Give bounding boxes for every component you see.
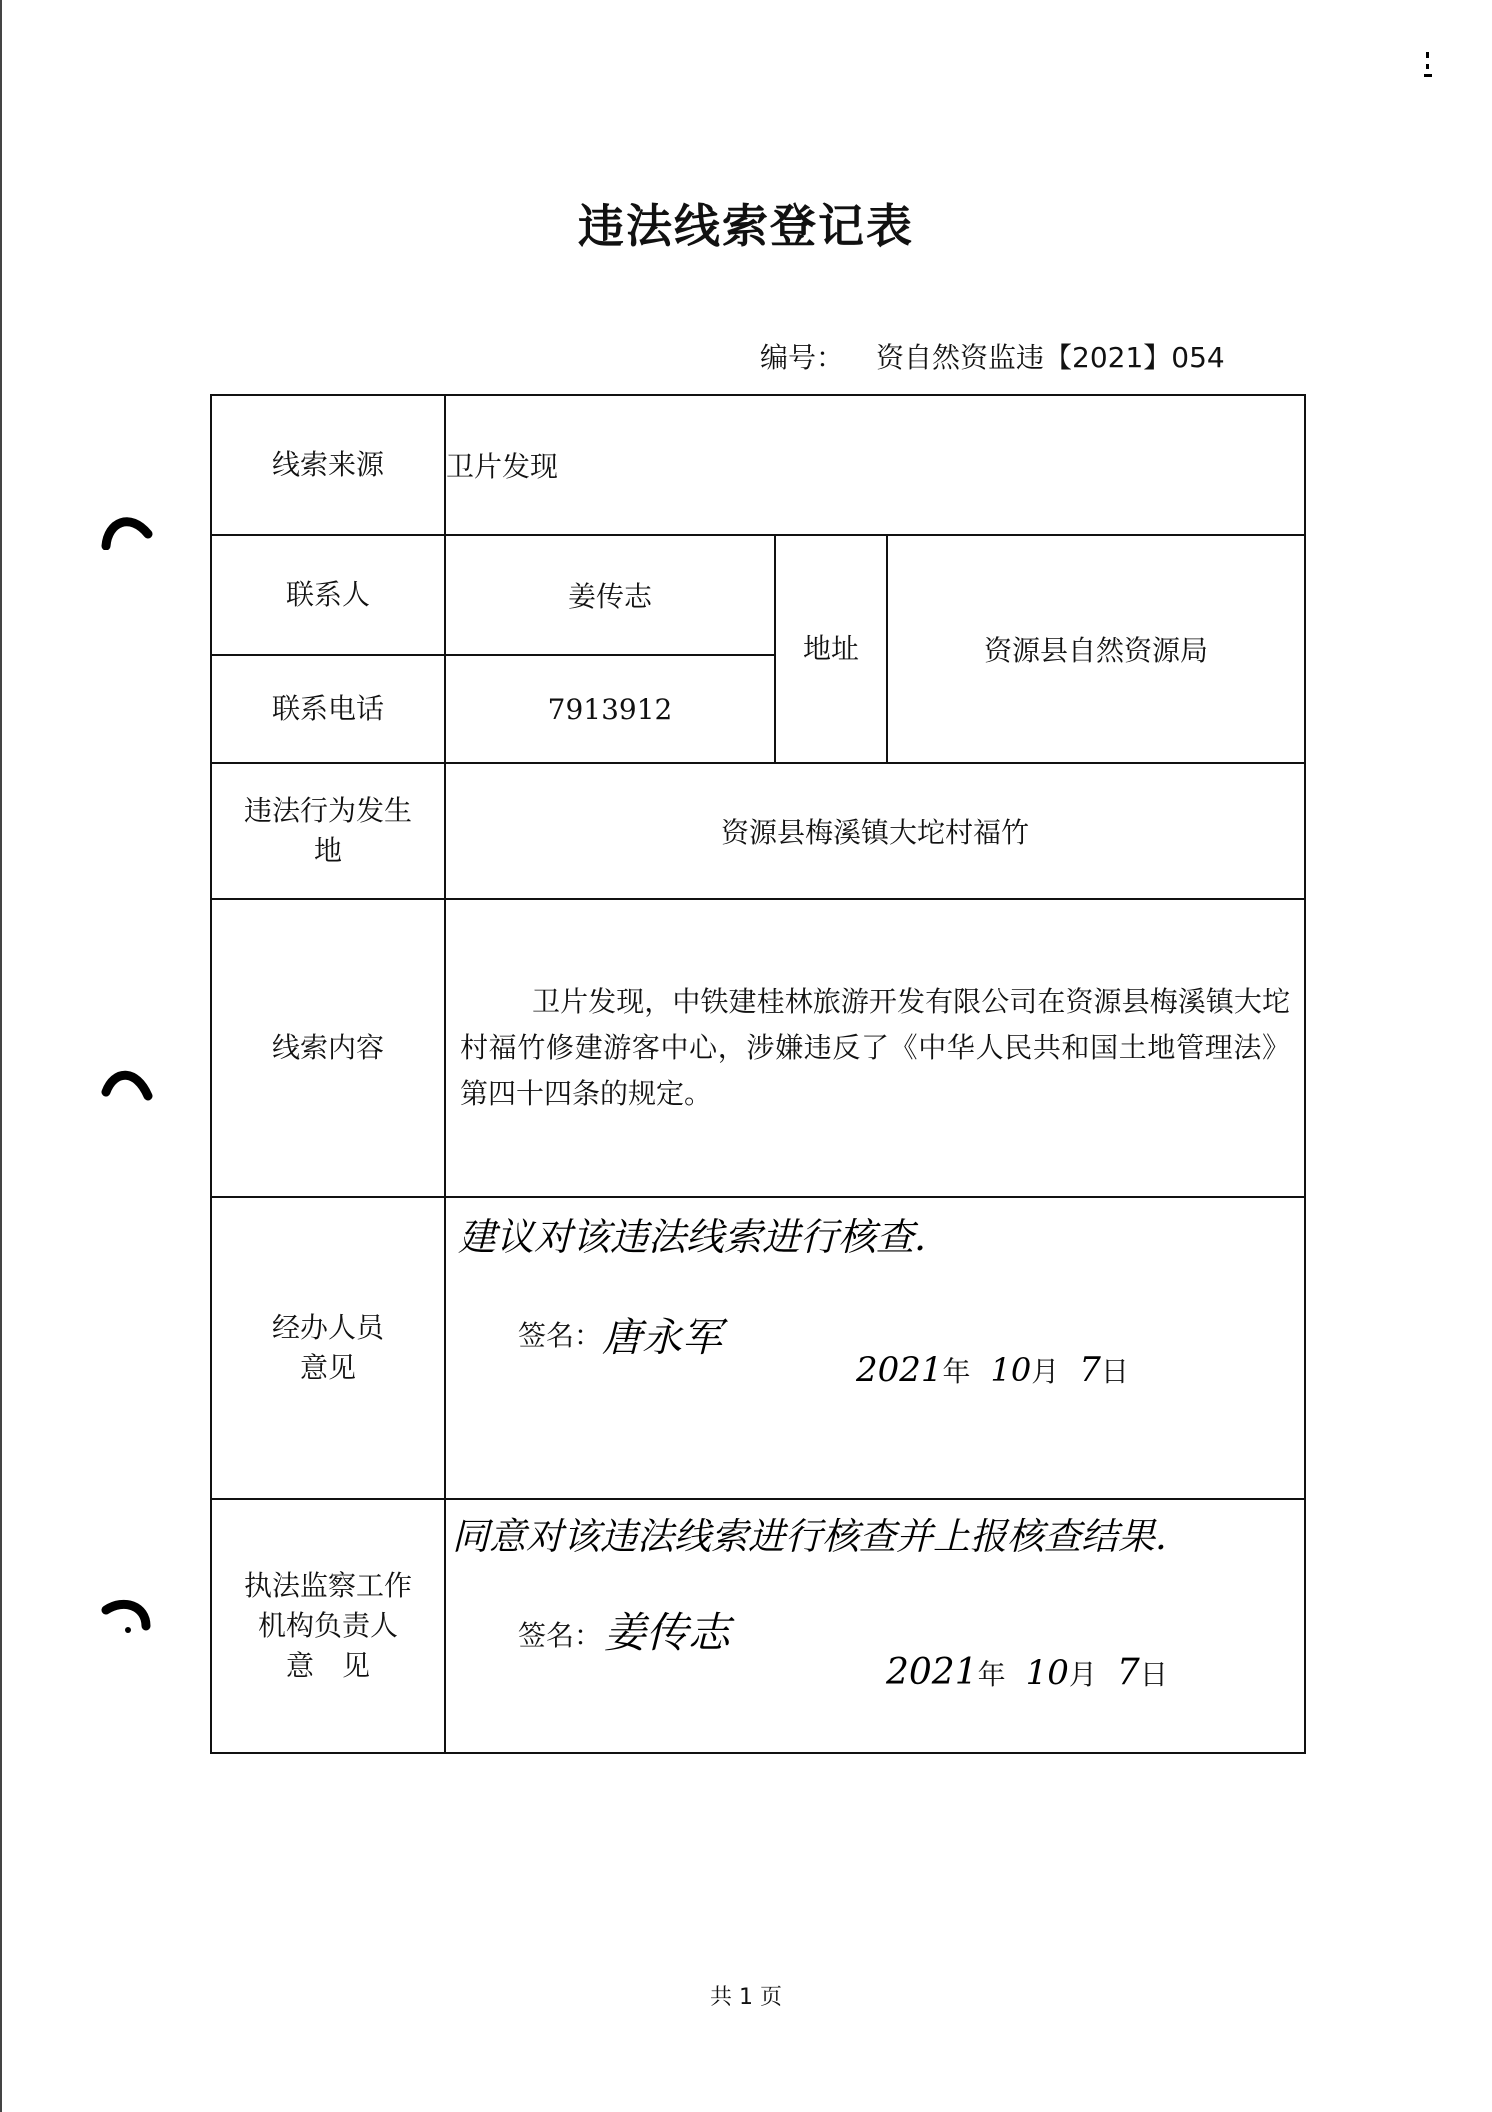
supervisor-signature: 姜传志 [604, 1608, 731, 1657]
supervisor-date-year-char: 年 [977, 1658, 1006, 1691]
handler-date [856, 1350, 1129, 1390]
handler-signature: 唐永军 [602, 1315, 722, 1361]
handler-opinion-cell [445, 1197, 1305, 1499]
clue-registration-table [210, 394, 1306, 1754]
supervisor-opinion-handwritten: 同意对该违法线索进行核查并上报核查结果. [452, 1515, 1167, 1558]
supervisor-date-day-char: 日 [1139, 1658, 1168, 1691]
supervisor-date-day: 7 [1116, 1652, 1140, 1693]
supervisor-opinion-cell [445, 1499, 1305, 1753]
row-contact [211, 535, 1305, 655]
phone-label: 联系电话 [211, 655, 445, 763]
serial-value: 资自然资监违【2021】054 [876, 341, 1225, 374]
source-value: 卫片发现 [445, 395, 1305, 535]
handler-date-year-char: 年 [942, 1355, 971, 1388]
location-label [211, 763, 445, 899]
handler-opinion-label [211, 1197, 445, 1499]
handler-label-line1: 经办人员 [271, 1311, 384, 1344]
address-label: 地址 [775, 535, 887, 763]
row-location [211, 763, 1305, 899]
binder-hole-icon [100, 1596, 154, 1636]
content-cell [445, 899, 1305, 1197]
row-handler-opinion [211, 1197, 1305, 1499]
handler-label-line2: 意见 [299, 1351, 356, 1384]
supervisor-date-month-char: 月 [1068, 1658, 1097, 1691]
handler-date-year: 2021 [856, 1350, 943, 1390]
handler-sign-label: 签名： [518, 1319, 603, 1352]
supervisor-opinion-label [211, 1499, 445, 1753]
scan-edge [0, 0, 2, 2112]
handler-date-month-char: 月 [1031, 1355, 1060, 1388]
handler-opinion-handwritten: 建议对该违法线索进行核查. [458, 1215, 927, 1259]
location-label-line1: 违法行为发生 [243, 794, 412, 827]
binder-hole-icon [100, 510, 154, 550]
supervisor-date [886, 1652, 1168, 1693]
supervisor-date-year: 2021 [886, 1652, 978, 1693]
supervisor-sign-label: 签名： [518, 1619, 603, 1652]
supervisor-date-month: 10 [1025, 1653, 1069, 1693]
handler-date-month: 10 [990, 1351, 1032, 1389]
content-label: 线索内容 [211, 899, 445, 1197]
binder-hole-icon [100, 1062, 154, 1102]
content-value: 卫片发现，中铁建桂林旅游开发有限公司在资源县梅溪镇大坨村福竹修建游客中心，涉嫌违反了《中华人民共和国土地管理法》第四十四条的规定。 [460, 985, 1291, 1110]
contact-label: 联系人 [211, 535, 445, 655]
supervisor-label-line1: 执法监察工作 [243, 1569, 412, 1602]
supervisor-label-line2: 机构负责人 [257, 1609, 398, 1642]
serial-number [760, 336, 1225, 376]
serial-label: 编号： [760, 341, 845, 374]
page-count: 共 1 页 [710, 1985, 782, 2010]
address-value: 资源县自然资源局 [887, 535, 1305, 763]
source-label: 线索来源 [211, 395, 445, 535]
supervisor-label-line3: 意 见 [285, 1649, 370, 1682]
row-source [211, 395, 1305, 535]
location-label-line2: 地 [313, 834, 342, 867]
row-supervisor-opinion [211, 1499, 1305, 1753]
phone-value: 7913912 [445, 655, 775, 763]
handler-date-day: 7 [1079, 1350, 1101, 1390]
location-value: 资源县梅溪镇大坨村福竹 [445, 763, 1305, 899]
document-title: 违法线索登记表 [578, 199, 914, 253]
handler-date-day-char: 日 [1100, 1355, 1129, 1388]
scan-mark [1422, 50, 1434, 80]
row-content [211, 899, 1305, 1197]
contact-value: 姜传志 [445, 535, 775, 655]
